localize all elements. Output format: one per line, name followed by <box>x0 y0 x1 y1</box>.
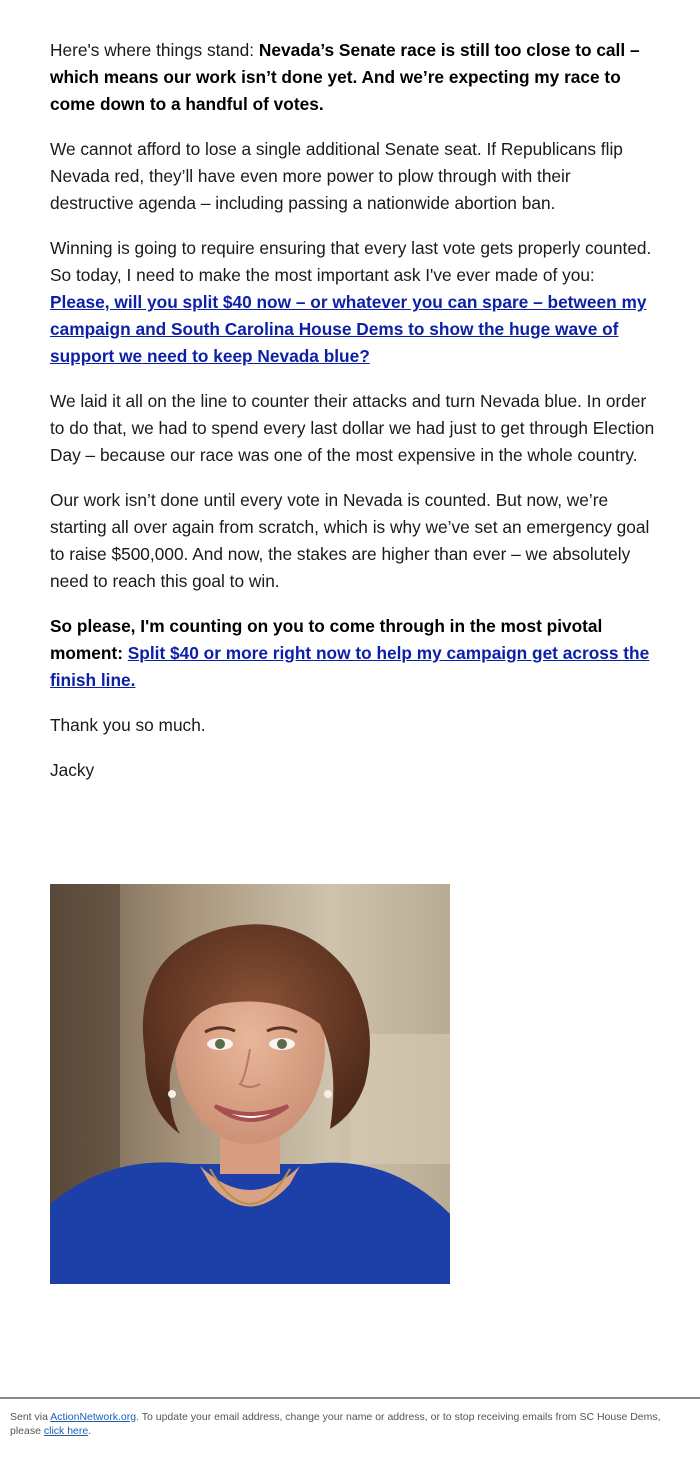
actionnetwork-link[interactable]: ActionNetwork.org <box>50 1411 137 1423</box>
footer-sent-via: Sent via <box>10 1411 51 1423</box>
unsubscribe-link[interactable]: click here <box>43 1425 89 1437</box>
paragraph-goal: Our work isn’t done until every vote in Nevada is counted. But now, we’re starting all over again from scratch, which is why we’ve set an emergency goal to raise $500,000. And now, the stakes are higher than ever – we absolutely need to reach this goal to win. <box>50 490 650 591</box>
thanks-line: Thank you so much. <box>50 715 206 735</box>
paragraph-spending: We laid it all on the line to counter their attacks and turn Nevada blue. In order to do that, we had to spend every last dollar we had just to get through Election Day – because our race was one of the most expensive in the whole country. <box>50 391 655 465</box>
paragraph-closing-ask <box>50 613 655 694</box>
paragraph-intro <box>50 37 655 118</box>
ask-text: Winning is going to require ensuring that every last vote gets properly counted. So today, I need to make the most important ask I've ever made of you: <box>50 238 652 285</box>
footer-middle-text: . To update your email address, change your name or address, or to stop receiving emails from SC House Dems, please <box>10 1411 661 1437</box>
paragraph-ask <box>50 235 655 370</box>
email-footer <box>0 1397 700 1466</box>
intro-lead: Here's where things stand: <box>50 40 259 60</box>
candidate-photo <box>50 884 450 1284</box>
closing-ask-text: So please, I'm counting on you to come through in the most pivotal moment: <box>50 616 603 663</box>
email-body <box>50 37 655 802</box>
donate-link-finish-line[interactable]: Split $40 or more right now to help my campaign get across the finish line. <box>50 643 650 690</box>
paragraph-senate-seat: We cannot afford to lose a single additional Senate seat. If Republicans flip Nevada red, they’ll have even more power to plow through with their destructive agenda – including passing a nationwide abortion ban. <box>50 139 623 213</box>
signature: Jacky <box>50 760 95 780</box>
intro-emphasis: Nevada’s Senate race is still too close to call – which means our work isn’t done yet. And we’re expecting my race to come down to a handful of votes. <box>50 40 640 114</box>
donate-link-split-40[interactable]: Please, will you split $40 now – or whatever you can spare – between my campaign and South Carolina House Dems to show the huge wave of support we need to keep Nevada blue? <box>50 292 647 366</box>
footer-end: . <box>88 1425 92 1437</box>
